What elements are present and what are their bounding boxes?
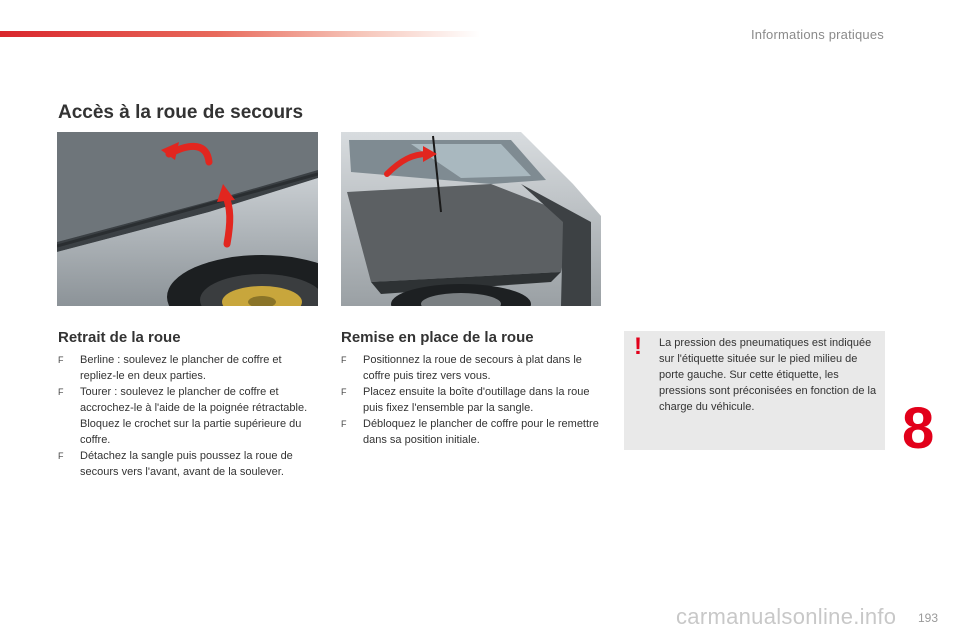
warning-icon: ! <box>634 333 642 360</box>
checkbox-marker-icon: F <box>341 355 347 365</box>
checkbox-marker-icon: F <box>341 387 347 397</box>
header-accent-bar <box>0 31 480 37</box>
page-title: Accès à la roue de secours <box>58 102 304 123</box>
page-number: 193 <box>917 611 938 625</box>
removal-steps-list <box>58 352 320 480</box>
chapter-number: 8 <box>902 396 935 461</box>
spare-wheel-removal-photo <box>57 132 318 306</box>
removal-section-title: Retrait de la roue <box>58 329 181 346</box>
spare-wheel-refit-photo <box>341 132 601 306</box>
checkbox-marker-icon: F <box>58 451 64 461</box>
list-item: F Débloquez le plancher de coffre pour le remettre dans sa position initiale. <box>341 418 599 446</box>
refit-section-title: Remise en place de la roue <box>341 329 534 346</box>
checkbox-marker-icon: F <box>341 419 347 429</box>
watermark: carmanualsonline.info <box>676 604 897 629</box>
checkbox-marker-icon: F <box>58 355 64 365</box>
refit-steps-list <box>341 352 601 448</box>
list-item: F Berline : soulevez le plancher de coffre et repliez-le en deux parties. <box>58 354 282 382</box>
note-text: La pression des pneumatiques est indiquée sur l'étiquette située sur le pied milieu de porte gauche. Sur cette étiquette, les pressions sont préconisées en fonction de la charge du véhicule. <box>659 337 877 413</box>
list-item: F Positionnez la roue de secours à plat dans le coffre puis tirez vers vous. <box>341 354 582 382</box>
checkbox-marker-icon: F <box>58 387 64 397</box>
list-item: F Détachez la sangle puis poussez la roue de secours vers l'avant, avant de la soulever. <box>58 450 293 478</box>
list-item: F Tourer : soulevez le plancher de coffre et accrochez-le à l'aide de la poignée rétractable. Bloquez le crochet sur la partie supérieure du coffre. <box>58 386 308 446</box>
tyre-pressure-note <box>624 331 885 450</box>
list-item: F Placez ensuite la boîte d'outillage dans la roue puis fixez l'ensemble par la sangle. <box>341 386 590 414</box>
section-header: Informations pratiques <box>750 27 884 42</box>
